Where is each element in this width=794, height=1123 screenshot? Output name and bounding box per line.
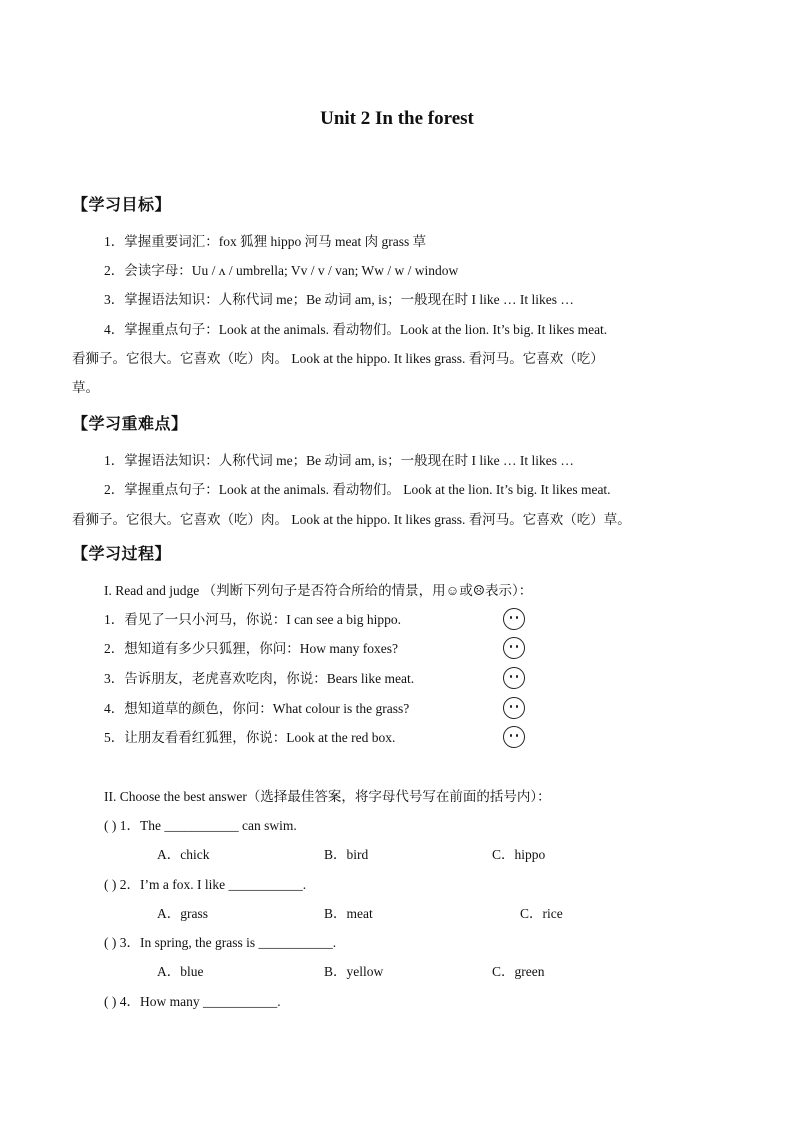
section-heading-process: 【学习过程】 [72, 544, 172, 563]
option-c[interactable]: C．rice [520, 906, 563, 921]
answer-face-icon[interactable] [503, 637, 525, 659]
page-title: Unit 2 In the forest [320, 108, 474, 129]
answer-face-icon[interactable] [503, 667, 525, 689]
question-stem-4: ( ) 4．How many ___________. [104, 994, 281, 1009]
option-b[interactable]: B．meat [324, 906, 373, 921]
part2-instruction: II. Choose the best answer（选择最佳答案，将字母代号写在前面的括号内）： [104, 789, 551, 804]
judge-item-5: 5．让朋友看看红狐狸，你说：Look at the red box. [104, 730, 396, 745]
judge-item-2: 2．想知道有多少只狐狸，你问：How many foxes? [104, 641, 398, 656]
part1-instruction: I. Read and judge （判断下列句子是否符合所给的情景，用☺或☹表示）： [104, 583, 533, 598]
judge-item-4: 4．想知道草的颜色，你问：What colour is the grass? [104, 701, 410, 716]
key-point-item-2-line2: 看狮子。它很大。它喜欢（吃）肉。 Look at the hippo. It likes grass. 看河马。它喜欢（吃）草。 [72, 512, 631, 527]
option-a[interactable]: A．chick [157, 847, 210, 862]
option-a[interactable]: A．grass [157, 906, 208, 921]
key-point-item-2: 2．掌握重点句子：Look at the animals. 看动物们。 Look at the lion. It’s big. It likes meat. [104, 482, 611, 497]
judge-item-1: 1．看见了一只小河马，你说：I can see a big hippo. [104, 612, 401, 627]
key-point-item-1: 1．掌握语法知识：人称代词 me；Be 动词 am, is；一般现在时 I like … It likes … [104, 453, 574, 468]
section-heading-key-points: 【学习重难点】 [72, 414, 188, 433]
option-a[interactable]: A．blue [157, 964, 204, 979]
option-b[interactable]: B．yellow [324, 964, 384, 979]
option-c[interactable]: C．green [492, 964, 545, 979]
objective-item-2: 2．会读字母：Uu / ʌ / umbrella; Vv / v / van; Ww / w / window [104, 263, 459, 278]
question-stem-2: ( ) 2．I’m a fox. I like ___________. [104, 877, 307, 892]
answer-face-icon[interactable] [503, 608, 525, 630]
judge-item-3: 3．告诉朋友，老虎喜欢吃肉，你说：Bears like meat. [104, 671, 415, 686]
question-stem-1: ( ) 1．The ___________ can swim. [104, 818, 297, 833]
answer-face-icon[interactable] [503, 697, 525, 719]
option-b[interactable]: B．bird [324, 847, 369, 862]
objective-item-4: 4．掌握重点句子：Look at the animals. 看动物们。Look at the lion. It’s big. It likes meat. [104, 322, 608, 337]
question-stem-3: ( ) 3．In spring, the grass is ___________. [104, 935, 337, 950]
answer-face-icon[interactable] [503, 726, 525, 748]
objective-item-1: 1．掌握重要词汇：fox 狐狸 hippo 河马 meat 肉 grass 草 [104, 234, 427, 249]
objective-item-4-line3: 草。 [72, 380, 99, 395]
section-heading-objectives: 【学习目标】 [72, 195, 172, 214]
option-c[interactable]: C．hippo [492, 847, 546, 862]
objective-item-3: 3．掌握语法知识：人称代词 me；Be 动词 am, is；一般现在时 I like … It likes … [104, 292, 574, 307]
objective-item-4-line2: 看狮子。它很大。它喜欢（吃）肉。 Look at the hippo. It likes grass. 看河马。它喜欢（吃） [72, 351, 604, 366]
